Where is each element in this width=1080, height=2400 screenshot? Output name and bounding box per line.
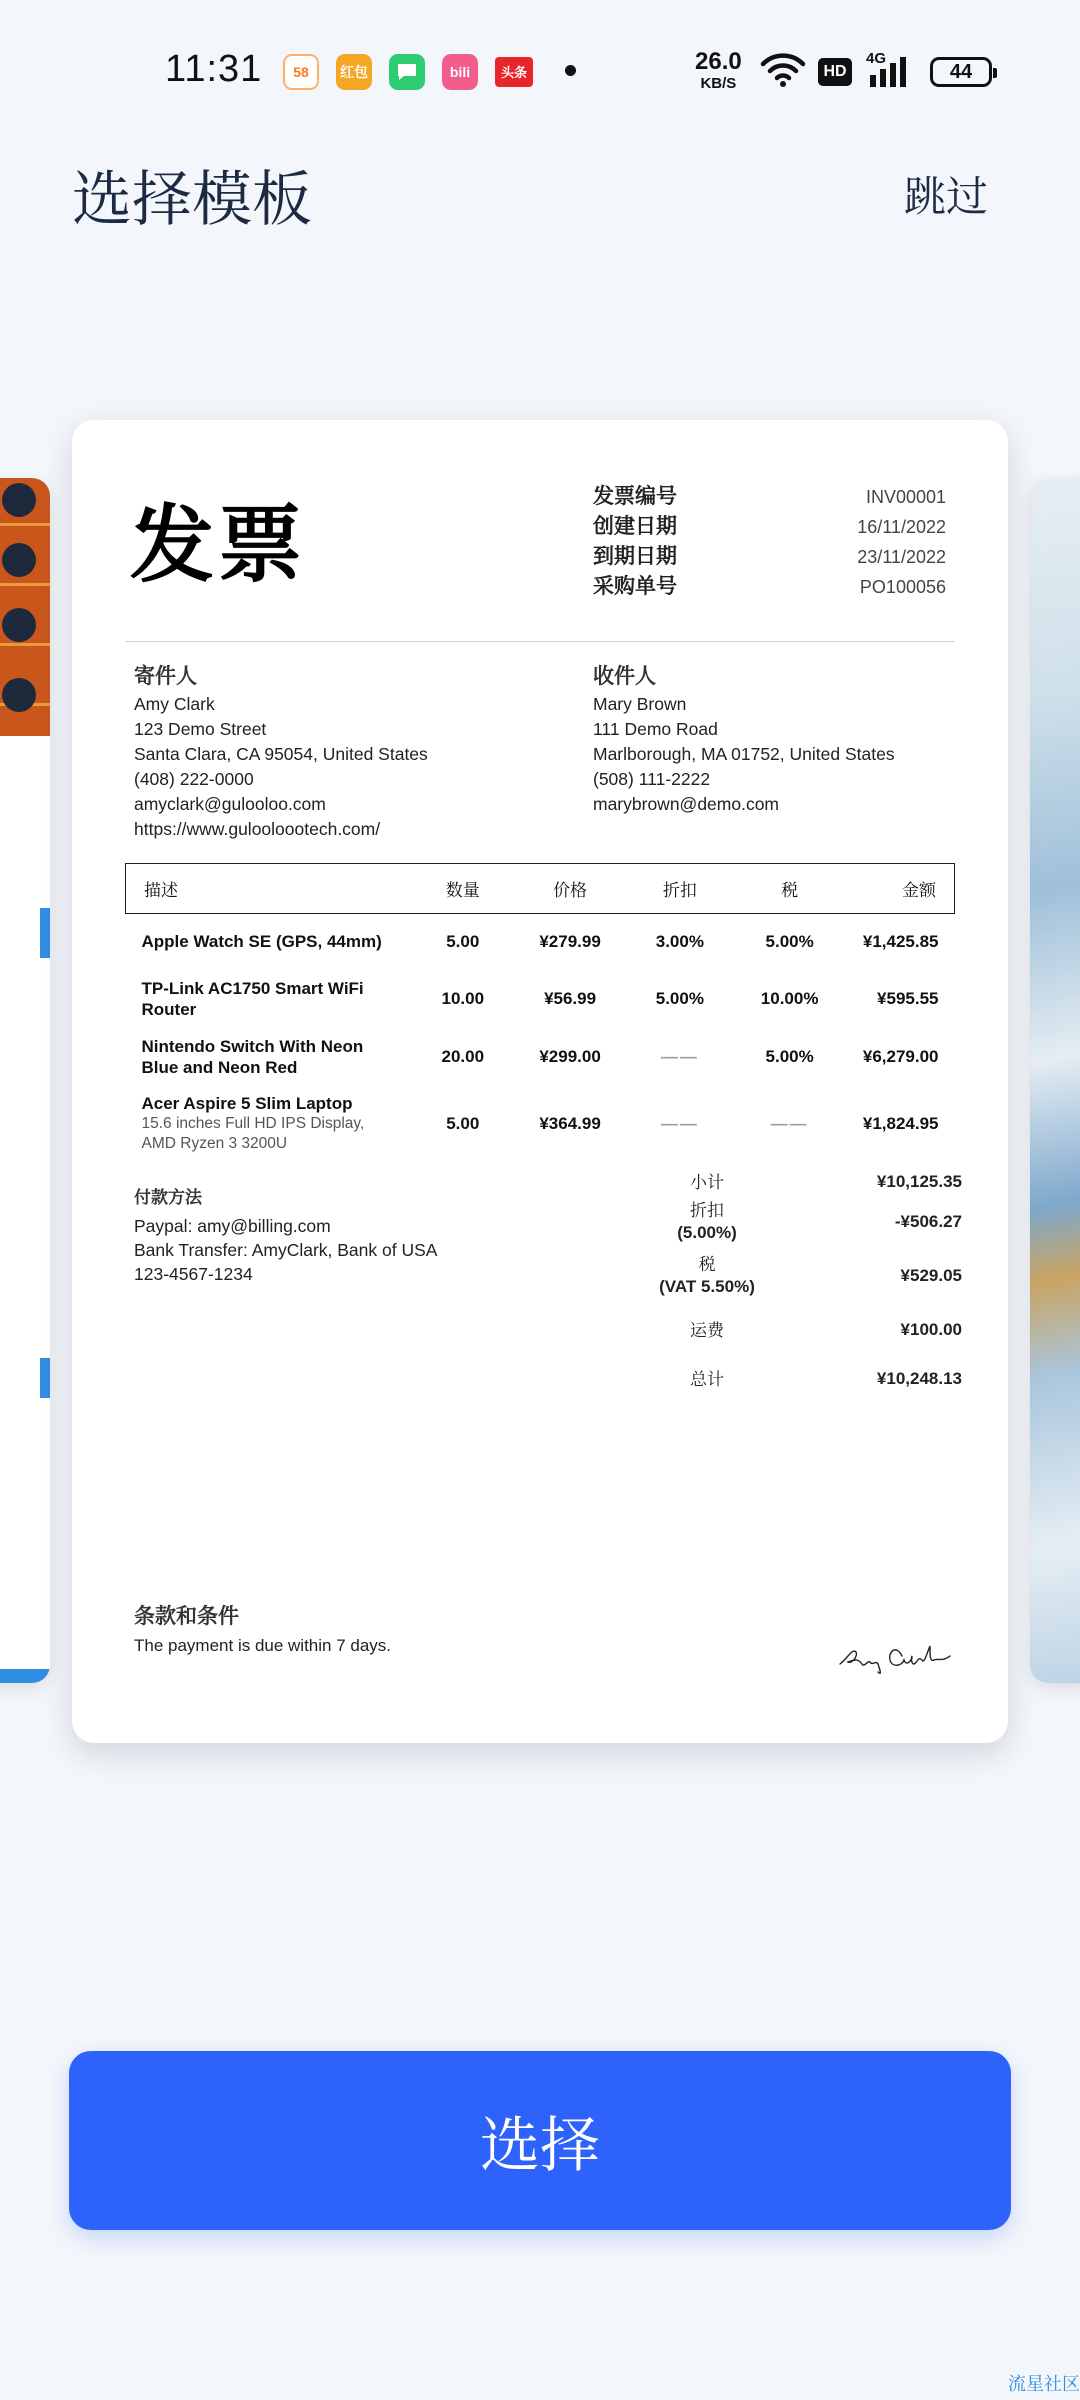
terms-heading: 条款和条件 — [134, 1605, 239, 1628]
payment-heading: 付款方法 — [134, 1188, 202, 1207]
invoice-title: 发票 — [130, 498, 307, 592]
sender-heading: 寄件人 — [134, 665, 197, 688]
status-time: 11:31 — [165, 48, 263, 90]
table-row — [126, 970, 955, 1028]
sender-name: Amy Clark — [134, 694, 215, 714]
invoice-meta-values — [857, 482, 946, 602]
signature-image — [838, 1638, 958, 1678]
table-header-row — [126, 864, 955, 914]
payment-method-block — [134, 1186, 437, 1286]
sender-block — [134, 664, 428, 842]
battery-indicator: 44 — [930, 57, 992, 87]
watermark-text: 流星社区 — [1008, 2374, 1080, 2394]
page-title: 选择模板 — [72, 166, 312, 233]
table-row — [126, 914, 955, 970]
tax-rate: (VAT 5.50%) — [659, 1277, 755, 1296]
recipient-email: marybrown@demo.com — [593, 794, 780, 814]
wifi-icon — [760, 52, 806, 88]
item-amount: ¥595.55 — [877, 988, 939, 1008]
item-discount: —— — [660, 1113, 699, 1133]
recipient-street: 111 Demo Road — [593, 719, 718, 739]
template-card-previous[interactable] — [0, 478, 50, 1683]
payment-bank: Bank Transfer: AmyClark, Bank of USA — [134, 1240, 438, 1260]
item-quantity: 10.00 — [441, 988, 485, 1008]
app-bilibili-icon: bili — [442, 54, 478, 90]
net-speed: 26.0 KB/S — [695, 48, 742, 92]
table-row — [126, 1028, 955, 1086]
item-price: ¥279.99 — [539, 931, 601, 951]
item-price: ¥364.99 — [539, 1113, 601, 1133]
shipping-label: 运费 — [690, 1321, 724, 1340]
recipient-name: Mary Brown — [593, 694, 687, 714]
app-toutiao-icon: 头条 — [495, 57, 533, 87]
signal-icon — [866, 55, 916, 89]
skip-button[interactable]: 跳过 — [904, 164, 988, 224]
total-label: 总计 — [690, 1370, 724, 1389]
subtotal-value: ¥10,125.35 — [876, 1172, 962, 1191]
recipient-city: Marlborough, MA 01752, United States — [593, 744, 895, 764]
template-pattern — [0, 478, 50, 736]
item-price: ¥56.99 — [544, 988, 597, 1008]
meta-label: 发票编号 — [593, 485, 677, 508]
col-quantity: 数量 — [410, 864, 515, 914]
col-description: 描述 — [126, 864, 411, 914]
item-discount: —— — [660, 1046, 699, 1066]
shipping-value: ¥100.00 — [900, 1320, 962, 1339]
sender-city: Santa Clara, CA 95054, United States — [134, 744, 428, 764]
meta-label: 创建日期 — [593, 515, 677, 538]
table-row — [126, 1086, 955, 1162]
col-price: 价格 — [515, 864, 625, 914]
terms-block — [134, 1600, 391, 1656]
meta-label: 到期日期 — [593, 545, 677, 568]
app-reward-icon: 红包 — [336, 54, 372, 90]
item-quantity: 20.00 — [441, 1046, 485, 1066]
item-quantity: 5.00 — [446, 1113, 480, 1133]
invoice-number: INV00001 — [865, 487, 946, 507]
sender-website: https://www.gulooloootech.com/ — [134, 819, 381, 839]
payment-account: 123-4567-1234 — [134, 1264, 253, 1284]
total-value: ¥10,248.13 — [876, 1369, 962, 1388]
tax-value: ¥529.05 — [900, 1266, 962, 1285]
item-tax: —— — [770, 1113, 809, 1133]
network-type-label: 4G — [866, 50, 887, 67]
item-description: Acer Aspire 5 Slim Laptop — [141, 1094, 353, 1113]
item-discount: 3.00% — [655, 931, 704, 951]
po-number: PO100056 — [859, 577, 946, 597]
terms-text: The payment is due within 7 days. — [134, 1636, 392, 1655]
due-date: 23/11/2022 — [857, 547, 946, 567]
sender-email: amyclark@gulooloo.com — [134, 794, 326, 814]
subtotal-label: 小计 — [690, 1173, 724, 1192]
invoice-template-preview[interactable] — [72, 420, 1008, 1743]
recipient-heading: 收件人 — [593, 665, 656, 688]
item-description: Nintendo Switch With Neon Blue and Neon Red — [141, 1036, 364, 1077]
item-tax: 5.00% — [765, 931, 814, 951]
item-amount: ¥1,425.85 — [862, 931, 939, 951]
col-discount: 折扣 — [625, 864, 735, 914]
item-amount: ¥1,824.95 — [862, 1113, 939, 1133]
item-quantity: 5.00 — [446, 931, 480, 951]
discount-value: -¥506.27 — [894, 1212, 962, 1231]
item-tax: 5.00% — [765, 1046, 814, 1066]
meta-label: 采购单号 — [593, 575, 677, 598]
select-button[interactable]: 选择 — [69, 2051, 1011, 2230]
item-description: TP-Link AC1750 Smart WiFi Router — [141, 978, 364, 1019]
col-amount: 金额 — [845, 864, 955, 914]
discount-label: 折扣 — [690, 1201, 724, 1220]
items-table — [125, 863, 955, 1162]
status-bar — [0, 0, 1080, 142]
recipient-phone: (508) 111-2222 — [593, 769, 711, 789]
sender-street: 123 Demo Street — [134, 719, 267, 739]
invoice-meta-labels — [593, 482, 677, 602]
divider — [125, 641, 955, 642]
app-message-icon — [389, 54, 425, 90]
discount-rate: (5.00%) — [677, 1223, 737, 1242]
template-card-next[interactable] — [1030, 478, 1080, 1683]
item-discount: 5.00% — [655, 988, 704, 1008]
item-sub-description: 15.6 inches Full HD IPS Display, AMD Ryzen 3 3200U — [141, 1115, 365, 1152]
app-58-icon: 58 — [283, 54, 319, 90]
col-tax: 税 — [735, 864, 845, 914]
item-price: ¥299.00 — [539, 1046, 601, 1066]
sender-phone: (408) 222-0000 — [134, 769, 254, 789]
item-tax: 10.00% — [760, 988, 819, 1008]
payment-paypal: Paypal: amy@billing.com — [134, 1216, 331, 1236]
item-description: Apple Watch SE (GPS, 44mm) — [141, 932, 382, 952]
more-notifications-dot — [565, 65, 576, 76]
hd-icon: HD — [818, 58, 852, 86]
tax-label: 税 — [698, 1255, 716, 1274]
item-amount: ¥6,279.00 — [862, 1046, 939, 1066]
recipient-block — [593, 664, 895, 817]
created-date: 16/11/2022 — [857, 517, 946, 537]
